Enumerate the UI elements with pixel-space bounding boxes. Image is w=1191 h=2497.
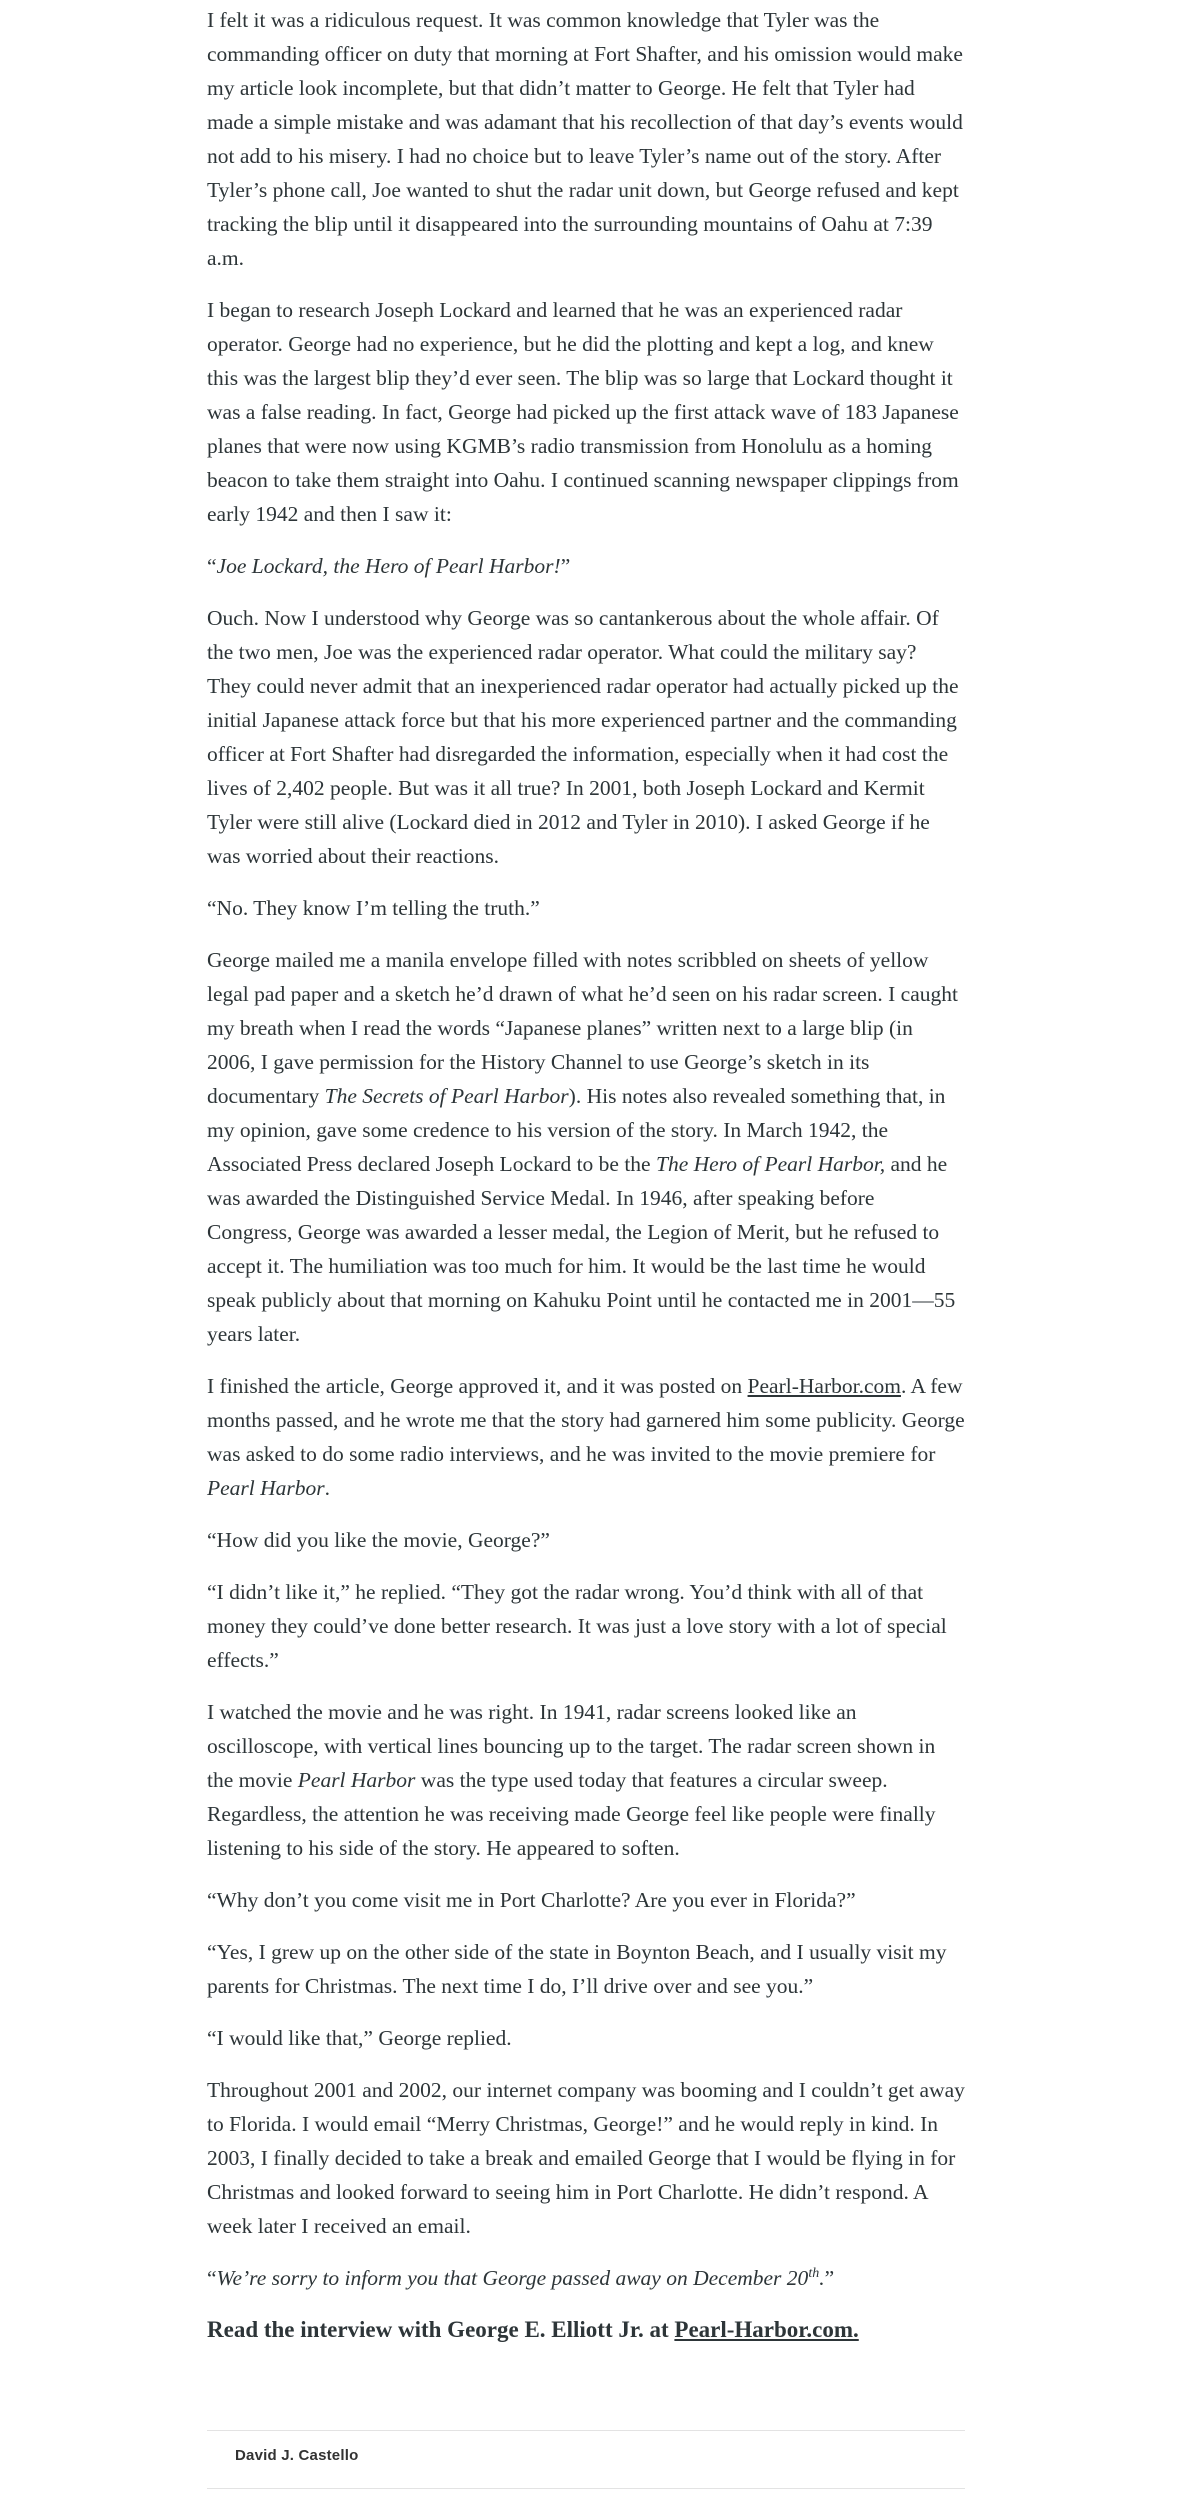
paragraph-christmas-emails: Throughout 2001 and 2002, our internet company was booming and I couldn’t get away to Florida. I would email “Merry Christmas, George!” and he would reply in kind. In 2003, I finally decided to take a break and emailed George that I would be flying in for Christmas and looked forward to seeing him in Port Charlotte. He didn’t respond. A week later I received an email.	[207, 2078, 965, 2238]
quote-passed-away	[207, 2261, 965, 2295]
paragraph-manila-envelope	[207, 943, 965, 1351]
closing-text: Read the interview with George E. Elliott Jr. at	[207, 2317, 675, 2342]
movie-title: Pearl Harbor	[207, 1476, 325, 1500]
quote-close-mark: ”	[824, 2266, 835, 2290]
ordinal-suffix: th	[808, 2265, 820, 2281]
quote-visit-invite: “Why don’t you come visit me in Port Charlotte? Are you ever in Florida?”	[207, 1888, 856, 1912]
text-segment: .	[324, 1476, 331, 1500]
quote-close-mark: ”	[560, 554, 571, 578]
paragraph-radar-screens	[207, 1695, 965, 1865]
text-segment: I finished the article, George approved it, and it was posted on	[207, 1374, 748, 1398]
text-segment: ). His notes also revealed something that, in my opinion, gave some credence to his version of the story. In March 1942, the Associated Press declared Joseph Lockard to be the	[207, 1084, 946, 1176]
quote-hero-headline	[207, 549, 965, 583]
article-body	[207, 0, 965, 2365]
author-name[interactable]: David J. Castello	[235, 2447, 359, 2464]
quote-movie-question: “How did you like the movie, George?”	[207, 1528, 550, 1552]
text-segment: I watched the movie and he was right. In 1941, radar screens looked like an oscilloscope, with vertical lines bouncing up to the target. The radar screen shown in the movie	[207, 1700, 936, 1792]
text-segment: was the type used today that features a circular sweep. Regardless, the attention he was receiving made George feel like people were finally listening to his side of the story. He appeared to soften.	[207, 1768, 936, 1860]
quote-visit-reply: “Yes, I grew up on the other side of the state in Boynton Beach, and I usually visit my parents for Christmas. The next time I do, I’ll drive over and see you.”	[207, 1940, 947, 1998]
interview-link[interactable]: Pearl-Harbor.com.	[674, 2317, 859, 2342]
quote-passed-text	[217, 2266, 825, 2290]
footer-divider-top	[207, 2430, 965, 2431]
text-segment: .	[819, 2266, 825, 2290]
text-segment: and he was awarded the Distinguished Service Medal. In 1946, after speaking before Congress, George was awarded a lesser medal, the Legion of Merit, but he refused to accept it. The humiliation was too much for him. It would be the last time he would speak publicly about that morning on Kahuku Point until he contacted me in 2001—55 years later.	[207, 1152, 956, 1346]
footer-divider-bottom	[207, 2488, 965, 2489]
paragraph-article-posted	[207, 1369, 965, 1505]
text-segment: We’re sorry to inform you that George passed away on December 20	[216, 2266, 809, 2290]
quote-movie-reply: “I didn’t like it,” he replied. “They got the radar wrong. You’d think with all of that money they could’ve done better research. It was just a love story with a lot of special effects.”	[207, 1580, 947, 1672]
quote-open-mark: “	[207, 554, 217, 578]
quote-hero-text: Joe Lockard, the Hero of Pearl Harbor!	[216, 554, 561, 578]
closing-cta	[207, 2313, 965, 2347]
paragraph-tyler-request: I felt it was a ridiculous request. It was common knowledge that Tyler was the commanding officer on duty that morning at Fort Shafter, and his omission would make my article look incomplete, but that didn’t matter to George. He felt that Tyler had made a simple mistake and was adamant that his recollection of that day’s events would not add to his misery. I had no choice but to leave Tyler’s name out of the story. After Tyler’s phone call, Joe wanted to shut the radar unit down, but George refused and kept tracking the blip until it disappeared into the surrounding mountains of Oahu at 7:39 a.m.	[207, 8, 963, 270]
quote-george-reply: “I would like that,” George replied.	[207, 2026, 512, 2050]
paragraph-lockard-research: I began to research Joseph Lockard and learned that he was an experienced radar operator. George had no experience, but he did the plotting and kept a log, and knew this was the largest blip they’d ever seen. The blip was so large that Lockard thought it was a false reading. In fact, George had picked up the first attack wave of 183 Japanese planes that were now using KGMB’s radio transmission from Honolulu as a homing beacon to take them straight into Oahu. I continued scanning newspaper clippings from early 1942 and then I saw it:	[207, 298, 959, 526]
quote-truth: “No. They know I’m telling the truth.”	[207, 896, 540, 920]
quote-open-mark: “	[207, 2266, 217, 2290]
movie-title: Pearl Harbor	[297, 1768, 416, 1792]
text-segment: . A few months passed, and he wrote me that the story had garnered him some publicity. George was asked to do some radio interviews, and he was invited to the movie premiere for	[207, 1374, 965, 1466]
documentary-title: The Secrets of Pearl Harbor	[324, 1084, 569, 1108]
text-segment: George mailed me a manila envelope filled with notes scribbled on sheets of yellow legal pad paper and a sketch he’d drawn of what he’d seen on his radar screen. I caught my breath when I read the words “Japanese planes” written next to a large blip (in 2006, I gave permission for the History Channel to use George’s sketch in its documentary	[207, 948, 958, 1108]
hero-title: The Hero of Pearl Harbor,	[655, 1152, 886, 1176]
pearl-harbor-link[interactable]: Pearl-Harbor.com	[747, 1374, 901, 1398]
paragraph-cantankerous: Ouch. Now I understood why George was so cantankerous about the whole affair. Of the two men, Joe was the experienced radar operator. What could the military say? They could never admit that an inexperienced radar operator had actually picked up the initial Japanese attack force but that his more experienced partner and the commanding officer at Fort Shafter had disregarded the information, especially when it had cost the lives of 2,402 people. But was it all true? In 2001, both Joseph Lockard and Kermit Tyler were still alive (Lockard died in 2012 and Tyler in 2010). I asked George if he was worried about their reactions.	[207, 606, 959, 868]
